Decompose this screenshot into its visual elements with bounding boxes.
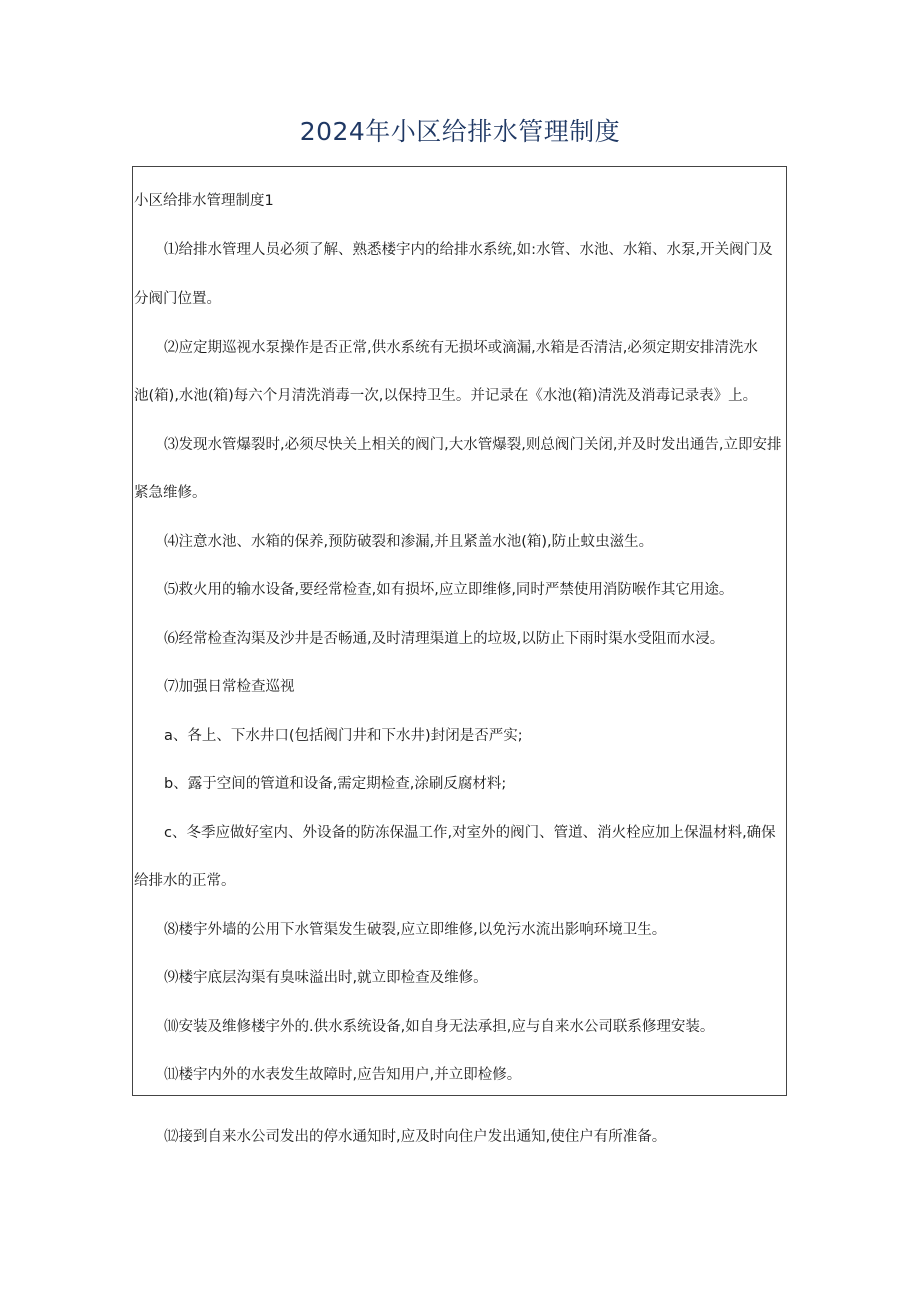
paragraph-1-line-1: ⑴给排水管理人员必须了解、熟悉楼宇内的给排水系统,如:水管、水池、水箱、水泵,开关阀门及 bbox=[164, 242, 773, 258]
item-c-line-2: 给排水的正常。 bbox=[134, 873, 236, 889]
paragraph-3-line-2: 紧急维修。 bbox=[134, 485, 207, 501]
paragraph-6: ⑹经常检查沟渠及沙井是否畅通,及时清理渠道上的垃圾,以防止下雨时渠水受阻而水浸。 bbox=[164, 631, 725, 647]
section-heading: 小区给排水管理制度1 bbox=[134, 193, 274, 209]
paragraph-12: ⑿接到自来水公司发出的停水通知时,应及时向住户发出通知,使住户有所准备。 bbox=[164, 1129, 667, 1145]
item-c-line-1: c、冬季应做好室内、外设备的防冻保温工作,对室外的阀门、管道、消火栓应加上保温材料,确保 bbox=[164, 825, 776, 841]
paragraph-2-line-2: 池(箱),水池(箱)每六个月清洗消毒一次,以保持卫生。并记录在《水池(箱)清洗及消毒记录表》上。 bbox=[134, 388, 758, 404]
paragraph-1-line-2: 分阀门位置。 bbox=[134, 291, 221, 307]
item-b: b、露于空间的管道和设备,需定期检查,涂刷反腐材料; bbox=[164, 776, 507, 792]
paragraph-11: ⑾楼宇内外的水表发生故障时,应告知用户,并立即检修。 bbox=[164, 1067, 522, 1083]
paragraph-4: ⑷注意水池、水箱的保养,预防破裂和渗漏,并且紧盖水池(箱),防止蚊虫滋生。 bbox=[164, 534, 654, 550]
paragraph-2-line-1: ⑵应定期巡视水泵操作是否正常,供水系统有无损坏或滴漏,水箱是否清洁,必须定期安排清洗水 bbox=[164, 340, 758, 356]
item-a: a、各上、下水井口(包括阀门井和下水井)封闭是否严实; bbox=[164, 728, 523, 744]
paragraph-3-line-1: ⑶发现水管爆裂时,必须尽快关上相关的阀门,大水管爆裂,则总阀门关闭,并及时发出通告,立即安排 bbox=[164, 437, 782, 453]
document-title: 2024年小区给排水管理制度 bbox=[299, 117, 621, 146]
paragraph-8: ⑻楼宇外墙的公用下水管渠发生破裂,应立即维修,以免污水流出影响环境卫生。 bbox=[164, 922, 667, 938]
paragraph-9: ⑼楼宇底层沟渠有臭味溢出时,就立即检查及维修。 bbox=[164, 970, 488, 986]
paragraph-10: ⑽安装及维修楼宇外的.供水系统设备,如自身无法承担,应与自来水公司联系修理安装。 bbox=[164, 1019, 715, 1035]
paragraph-7: ⑺加强日常检查巡视 bbox=[164, 679, 295, 695]
paragraph-5: ⑸救火用的输水设备,要经常检查,如有损坏,应立即维修,同时严禁使用消防喉作其它用途。 bbox=[164, 582, 734, 598]
